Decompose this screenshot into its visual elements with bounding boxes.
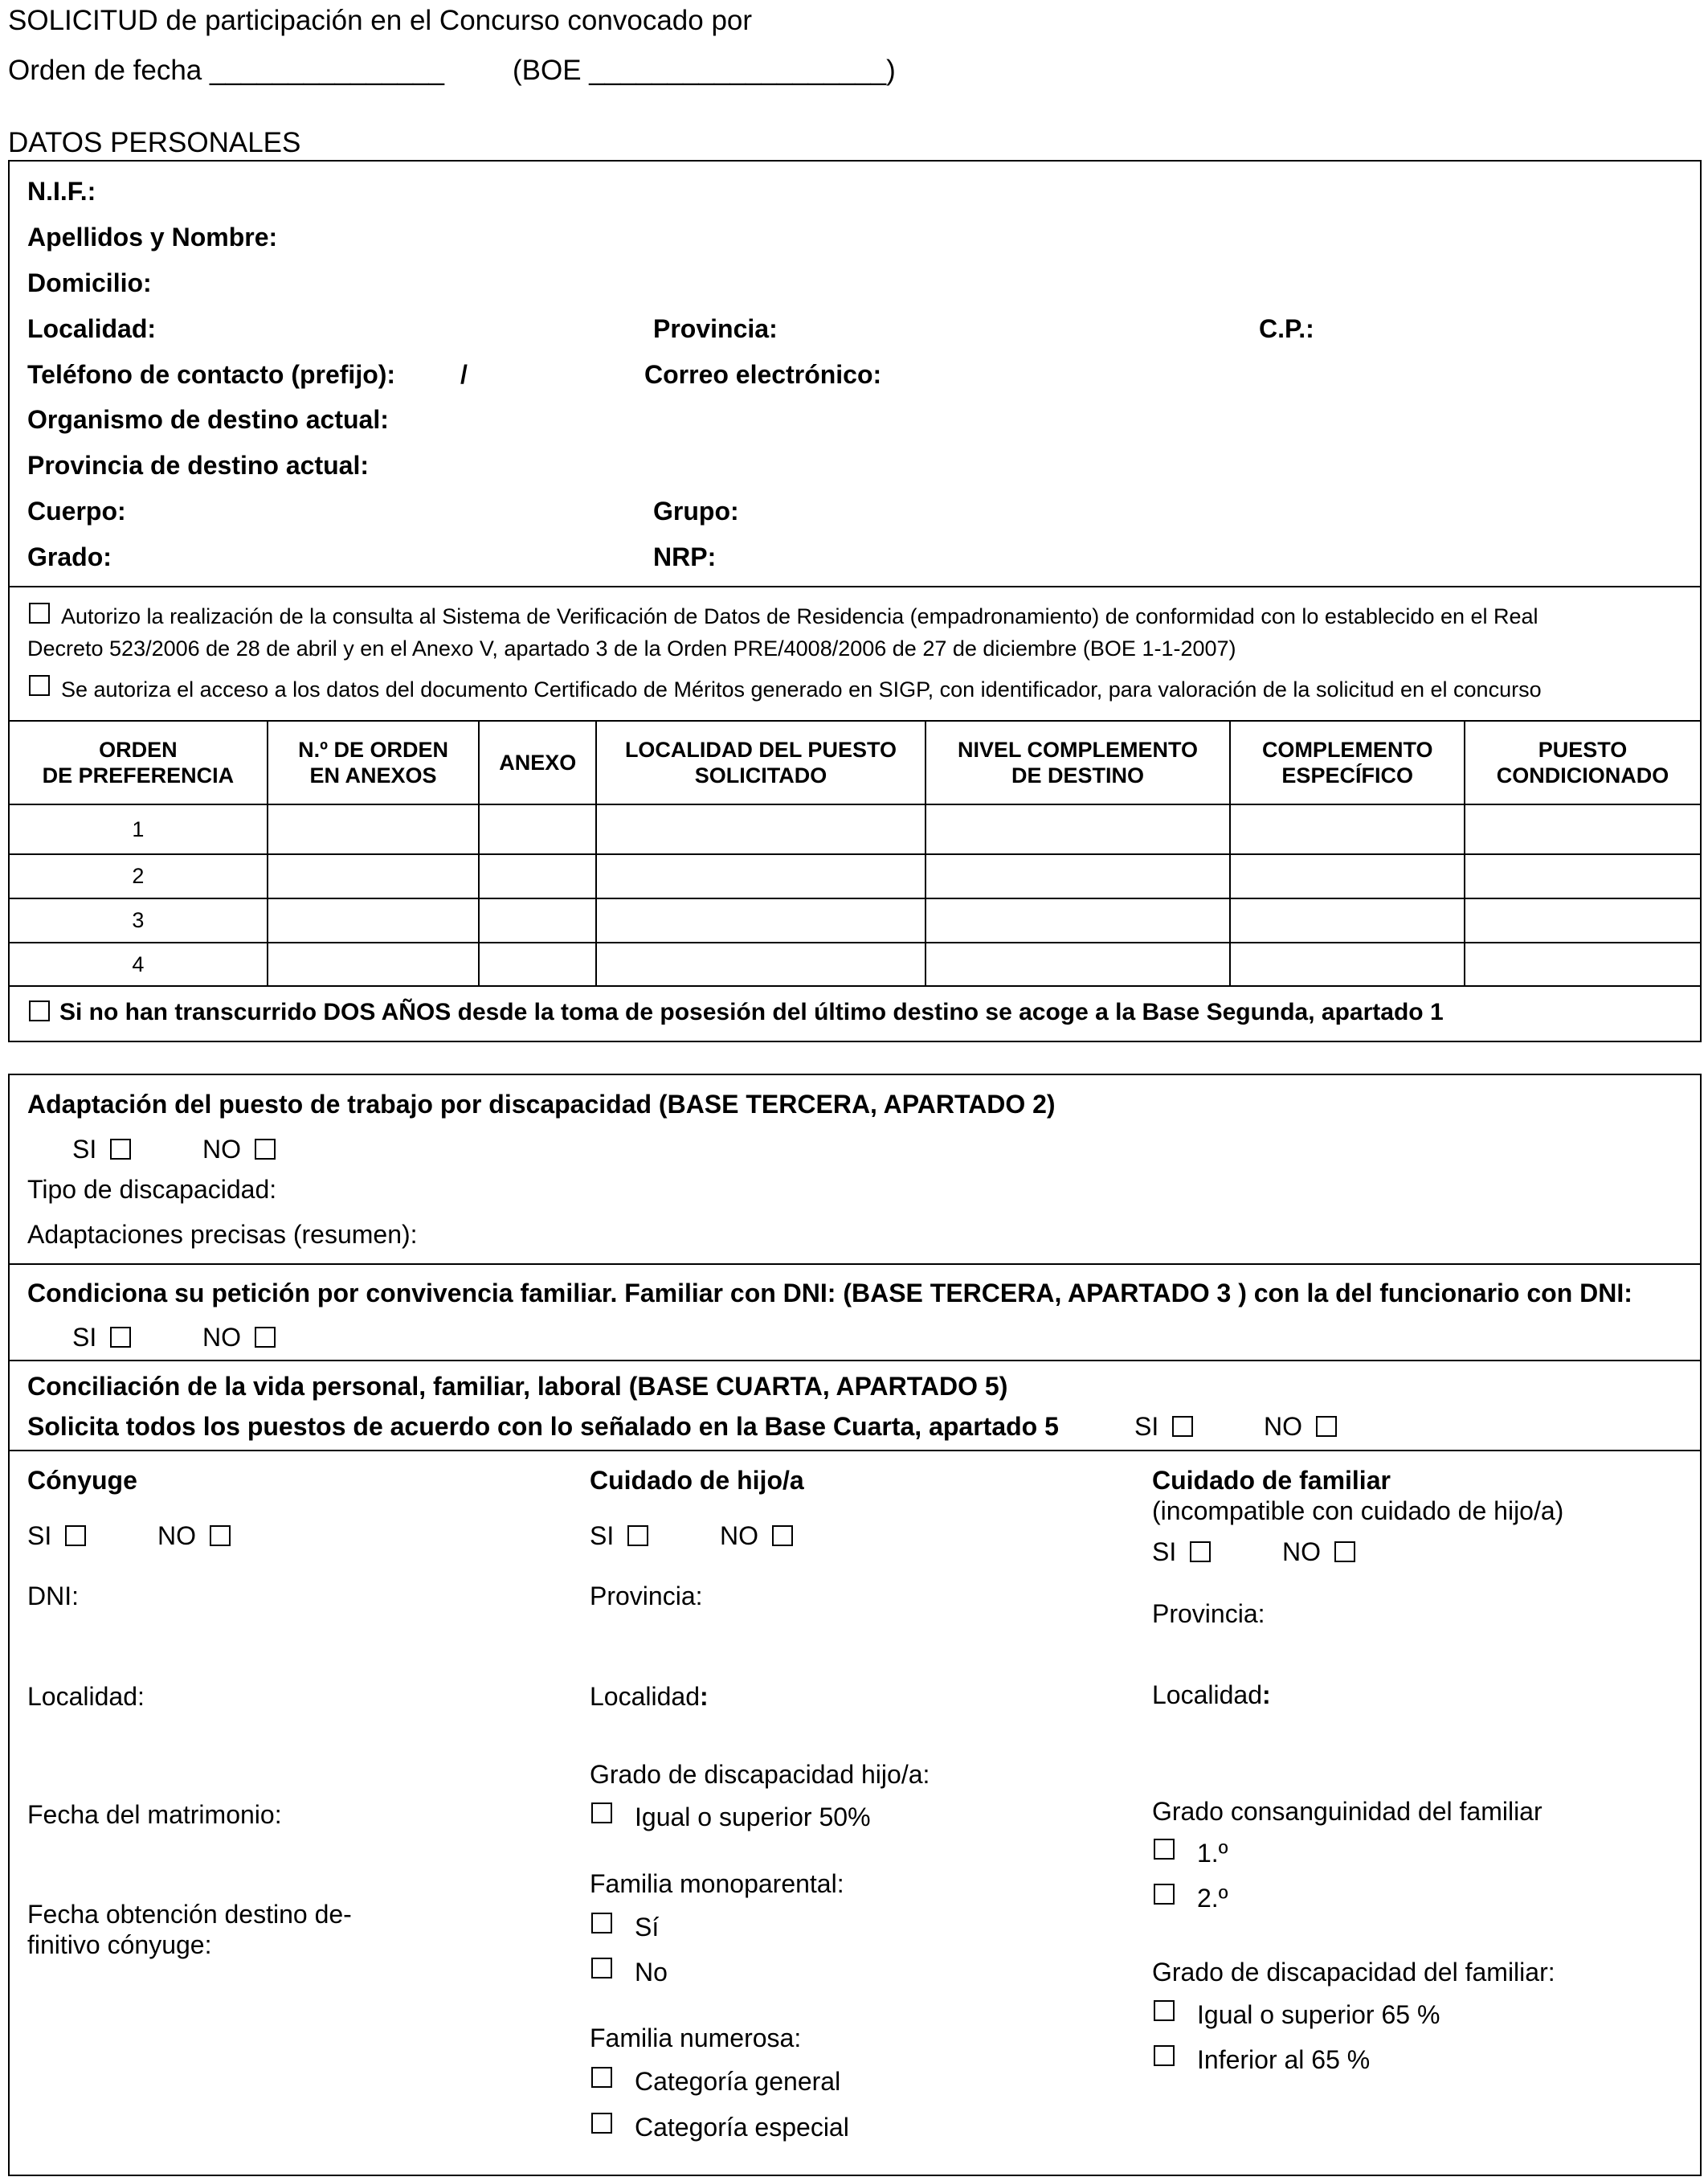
table-cell[interactable] — [268, 943, 480, 986]
table-cell[interactable] — [1465, 804, 1701, 854]
table-cell[interactable] — [926, 898, 1231, 943]
table-cell[interactable] — [1230, 854, 1465, 898]
familiar-localidad-label[interactable] — [1152, 1680, 1271, 1710]
familiar-no-label: NO — [1282, 1537, 1321, 1566]
col-header-n-orden: N.º DE ORDEN EN ANEXOS — [268, 721, 480, 804]
conciliacion-no-label: NO — [1264, 1412, 1302, 1441]
autorizo-meritos-text: Se autoriza el acceso a los datos del documento Certificado de Méritos generado en SIGP, con identificador, para valoración de la solicitud en el concurso — [61, 677, 1542, 702]
conciliacion-no[interactable] — [1264, 1412, 1337, 1442]
familiar-si[interactable] — [1152, 1537, 1211, 1567]
nif-label[interactable]: N.I.F.: — [27, 177, 96, 206]
table-cell[interactable] — [268, 854, 480, 898]
tipo-discapacidad-label[interactable]: Tipo de discapacidad: — [27, 1175, 277, 1204]
monoparental-si-label: Sí — [635, 1913, 660, 1942]
datos-personales-title: DATOS PERSONALES — [8, 127, 301, 158]
autorizo-residencia-text-2: Decreto 523/2006 de 28 de abril y en el Anexo V, apartado 3 de la Orden PRE/4008/2006 de 27 de diciembre (BOE 1-1-2007) — [27, 636, 1236, 661]
adaptacion-no-checkbox[interactable] — [255, 1139, 276, 1160]
convivencia-no[interactable] — [202, 1323, 276, 1352]
familiar-si-checkbox[interactable] — [1190, 1541, 1211, 1562]
consanguinidad-2-label: 2.º — [1197, 1884, 1228, 1913]
familiar-title: Cuidado de familiar — [1152, 1466, 1391, 1495]
table-cell[interactable] — [596, 898, 925, 943]
adaptacion-si-label: SI — [72, 1135, 97, 1164]
monoparental-no-checkbox[interactable] — [591, 1958, 612, 1978]
conciliacion-title: Conciliación de la vida personal, familiar, laboral (BASE CUARTA, APARTADO 5) — [27, 1372, 1008, 1401]
table-cell[interactable] — [596, 943, 925, 986]
hijo-localidad-colon: : — [700, 1682, 709, 1711]
familiar-si-label: SI — [1152, 1537, 1177, 1566]
table-cell[interactable] — [479, 804, 596, 854]
dos-anos-text: Si no han transcurrido DOS AÑOS desde la toma de posesión del último destino se acoge a la Base Segunda, apartado 1 — [59, 999, 1444, 1025]
convivencia-si-checkbox[interactable] — [110, 1327, 131, 1348]
familiar-subtitle: (incompatible con cuidado de hijo/a) — [1152, 1496, 1564, 1525]
table-cell[interactable] — [479, 943, 596, 986]
table-cell[interactable] — [479, 854, 596, 898]
adaptacion-si-checkbox[interactable] — [110, 1139, 131, 1160]
familiar-localidad-colon: : — [1262, 1680, 1271, 1709]
inferior-65-checkbox[interactable] — [1154, 2045, 1175, 2066]
hijo-igual-superior-50-label: Igual o superior 50% — [635, 1802, 871, 1831]
grado-label[interactable]: Grado: — [27, 542, 112, 571]
table-cell[interactable] — [926, 854, 1231, 898]
adaptacion-no-label: NO — [202, 1135, 241, 1164]
consanguinidad-1-checkbox[interactable] — [1154, 1839, 1175, 1860]
telefono-slash: / — [460, 360, 468, 389]
familiar-no-checkbox[interactable] — [1334, 1541, 1355, 1562]
divider — [8, 1360, 1702, 1361]
inferior-65-label: Inferior al 65 % — [1197, 2045, 1371, 2074]
cat-especial-checkbox[interactable] — [591, 2113, 612, 2134]
conyuge-si-checkbox[interactable] — [65, 1525, 86, 1546]
hijo-si-checkbox[interactable] — [627, 1525, 648, 1546]
orden-fecha-field[interactable]: Orden de fecha _______________ — [8, 55, 444, 86]
conyuge-no-label: NO — [157, 1521, 196, 1550]
hijo-igual-superior-50-checkbox[interactable] — [591, 1802, 612, 1823]
table-cell[interactable] — [1465, 898, 1701, 943]
igual-superior-65-checkbox[interactable] — [1154, 2000, 1175, 2021]
row-number: 1 — [9, 804, 268, 854]
col-header-anexo: ANEXO — [479, 721, 596, 804]
convivencia-no-label: NO — [202, 1323, 241, 1352]
col-header-condicionado: PUESTO CONDICIONADO — [1465, 721, 1701, 804]
table-row — [9, 804, 1701, 854]
table-cell[interactable] — [926, 943, 1231, 986]
cuerpo-label[interactable]: Cuerpo: — [27, 497, 126, 526]
convivencia-si[interactable] — [72, 1323, 131, 1352]
cat-general-label: Categoría general — [635, 2067, 841, 2096]
familiar-no[interactable] — [1282, 1537, 1355, 1567]
cat-general-checkbox[interactable] — [591, 2067, 612, 2088]
monoparental-label: Familia monoparental: — [590, 1869, 844, 1898]
apellidos-label[interactable]: Apellidos y Nombre: — [27, 223, 278, 252]
autorizo-residencia-text-1: Autorizo la realización de la consulta al Sistema de Verificación de Datos de Residencia (empadronamiento) de conformidad con lo establecido en el Real — [61, 604, 1538, 628]
col-header-localidad: LOCALIDAD DEL PUESTO SOLICITADO — [596, 721, 925, 804]
conciliacion-si[interactable] — [1134, 1412, 1193, 1442]
fecha-obtencion-label-1[interactable]: Fecha obtención destino de- — [27, 1900, 352, 1929]
row-number: 3 — [9, 898, 268, 943]
boe-field[interactable]: (BOE ___________________) — [513, 55, 896, 86]
conciliacion-no-checkbox[interactable] — [1316, 1416, 1337, 1437]
telefono-label[interactable]: Teléfono de contacto (prefijo): — [27, 360, 396, 389]
hijo-no-label: NO — [720, 1521, 758, 1550]
table-cell[interactable] — [596, 804, 925, 854]
conyuge-localidad-label[interactable]: Localidad: — [27, 1682, 145, 1711]
monoparental-si-checkbox[interactable] — [591, 1913, 612, 1933]
familiar-grado-discapacidad-label: Grado de discapacidad del familiar: — [1152, 1958, 1555, 1987]
col-header-orden: ORDEN DE PREFERENCIA — [9, 721, 268, 804]
monoparental-no-label: No — [635, 1958, 668, 1987]
fecha-matrimonio-label[interactable]: Fecha del matrimonio: — [27, 1800, 282, 1829]
divider — [8, 1263, 1702, 1265]
hijo-si-label: SI — [590, 1521, 615, 1550]
conciliacion-solicita: Solicita todos los puestos de acuerdo con lo señalado en la Base Cuarta, apartado 5 — [27, 1412, 1059, 1441]
consanguinidad-1-label: 1.º — [1197, 1839, 1228, 1868]
table-cell[interactable] — [1230, 943, 1465, 986]
nrp-label[interactable]: NRP: — [653, 542, 717, 571]
row-number: 2 — [9, 854, 268, 898]
familiar-provincia-label[interactable]: Provincia: — [1152, 1599, 1265, 1628]
puestos-table — [8, 720, 1702, 987]
table-row — [9, 898, 1701, 943]
hijo-localidad-text: Localidad — [590, 1682, 700, 1711]
cat-especial-label: Categoría especial — [635, 2113, 849, 2142]
adaptacion-no[interactable] — [202, 1135, 276, 1164]
table-cell[interactable] — [268, 898, 480, 943]
dos-anos-checkbox[interactable] — [29, 1000, 50, 1021]
conyuge-no-checkbox[interactable] — [210, 1525, 231, 1546]
hijo-no-checkbox[interactable] — [772, 1525, 793, 1546]
hijo-title: Cuidado de hijo/a — [590, 1466, 804, 1495]
conyuge-si-label: SI — [27, 1521, 52, 1550]
hijo-grado-discapacidad-label: Grado de discapacidad hijo/a: — [590, 1760, 930, 1789]
domicilio-label[interactable]: Domicilio: — [27, 268, 152, 297]
table-cell[interactable] — [268, 804, 480, 854]
igual-superior-65-label: Igual o superior 65 % — [1197, 2000, 1440, 2029]
conyuge-si[interactable] — [27, 1521, 86, 1551]
divider — [8, 1450, 1702, 1451]
table-row — [9, 943, 1701, 986]
table-cell[interactable] — [479, 898, 596, 943]
organismo-label[interactable]: Organismo de destino actual: — [27, 405, 389, 434]
adaptacion-title: Adaptación del puesto de trabajo por discapacidad (BASE TERCERA, APARTADO 2) — [27, 1090, 1056, 1119]
conyuge-title: Cónyuge — [27, 1466, 137, 1495]
consanguinidad-2-checkbox[interactable] — [1154, 1884, 1175, 1905]
conciliacion-si-label: SI — [1134, 1412, 1159, 1441]
provincia-destino-label[interactable]: Provincia de destino actual: — [27, 451, 369, 480]
hijo-si[interactable] — [590, 1521, 648, 1551]
convivencia-title: Condiciona su petición por convivencia familiar. Familiar con DNI: (BASE TERCERA, APARTADO 3 ) con la del funcionario con DNI: — [27, 1279, 1632, 1307]
familiar-localidad-text: Localidad — [1152, 1680, 1262, 1709]
conciliacion-si-checkbox[interactable] — [1172, 1416, 1193, 1437]
table-row — [9, 854, 1701, 898]
convivencia-si-label: SI — [72, 1323, 97, 1352]
table-cell[interactable] — [596, 854, 925, 898]
conyuge-dni-label[interactable]: DNI: — [27, 1582, 79, 1610]
divider — [8, 586, 1702, 587]
grupo-label[interactable]: Grupo: — [653, 497, 739, 526]
provincia-label[interactable]: Provincia: — [653, 314, 778, 343]
form-title: SOLICITUD de participación en el Concurso convocado por — [8, 5, 753, 36]
localidad-label[interactable]: Localidad: — [27, 314, 157, 343]
table-cell[interactable] — [1465, 854, 1701, 898]
cp-label[interactable]: C.P.: — [1259, 314, 1314, 343]
table-cell[interactable] — [1230, 898, 1465, 943]
col-header-complemento: COMPLEMENTO ESPECÍFICO — [1230, 721, 1465, 804]
autorizo-residencia-checkbox[interactable] — [29, 603, 50, 624]
hijo-localidad-label[interactable] — [590, 1682, 709, 1712]
hijo-provincia-label[interactable]: Provincia: — [590, 1582, 703, 1610]
col-header-nivel: NIVEL COMPLEMENTO DE DESTINO — [926, 721, 1231, 804]
autorizo-meritos-checkbox[interactable] — [29, 675, 50, 696]
correo-label[interactable]: Correo electrónico: — [644, 360, 882, 389]
fecha-obtencion-label-2[interactable]: finitivo cónyuge: — [27, 1930, 212, 1959]
table-cell[interactable] — [1230, 804, 1465, 854]
table-cell[interactable] — [1465, 943, 1701, 986]
hijo-no[interactable] — [720, 1521, 793, 1551]
table-header-row — [9, 721, 1701, 804]
convivencia-no-checkbox[interactable] — [255, 1327, 276, 1348]
numerosa-label: Familia numerosa: — [590, 2023, 802, 2052]
table-cell[interactable] — [926, 804, 1231, 854]
conyuge-no[interactable] — [157, 1521, 231, 1551]
consanguinidad-label: Grado consanguinidad del familiar — [1152, 1797, 1543, 1826]
adaptacion-si[interactable] — [72, 1135, 131, 1164]
adaptaciones-label[interactable]: Adaptaciones precisas (resumen): — [27, 1220, 418, 1249]
row-number: 4 — [9, 943, 268, 986]
